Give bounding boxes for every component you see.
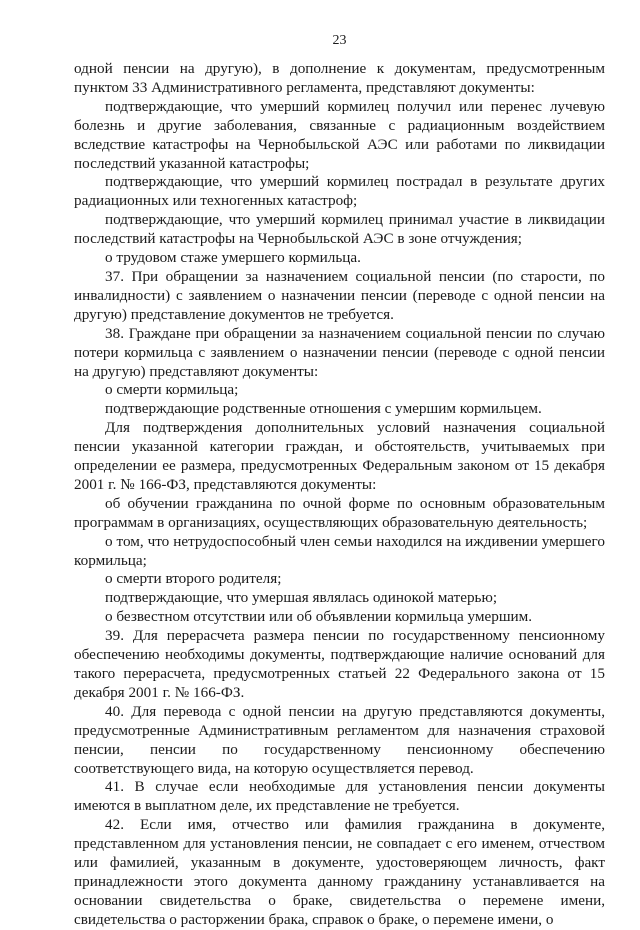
paragraph-radiation-illness: подтверждающие, что умерший кормилец получил или перенес лучевую болезнь и другие заболевания, связанные с радиационным воздействием вследствие катастрофы на Чернобыльской АЭС или работами по ликвидации последствий указанной катастрофы;	[74, 97, 605, 172]
paragraph-missing-person: о безвестном отсутствии или об объявлении кормильца умершим.	[105, 608, 533, 626]
paragraph-item-37: 37. При обращении за назначением социальной пенсии (по старости, по инвалидности) с заявлением о назначении пенсии (переводе с одной пенсии на другую) представление документов не требуется.	[74, 267, 605, 323]
paragraph-item-38: 38. Граждане при обращении за назначением социальной пенсии по случаю потери кормильца с заявлением о назначении пенсии (переводе с одной пенсии на другую) представляют документы:	[74, 324, 605, 380]
paragraph-full-time-education: об обучении гражданина по очной форме по основным образовательным программам в организациях, осуществляющих образовательную деятельность;	[74, 494, 605, 531]
paragraph-other-catastrophes: подтверждающие, что умерший кормилец пострадал в результате других радиационных или техногенных катастроф;	[74, 173, 605, 210]
paragraph-item-39: 39. Для перерасчета размера пенсии по государственному пенсионному обеспечению необходимы документы, подтверждающие наличие оснований для такого перерасчета, предусмотренных статьей 22 Федерального закона от 15 декабря 2001 г. № 166-ФЗ.	[74, 627, 605, 701]
paragraph-second-parent-death: о смерти второго родителя;	[105, 570, 282, 588]
paragraph-item-42: 42. Если имя, отчество или фамилия гражданина в документе, представленном для установления пенсии, не совпадает с его именем, отчеством или фамилией, указанным в документе, удостоверяющем личность, факт принадлежности этого документа данному гражданину устанавливается на основании свидетельства о браке, свидетельства о перемене имени, свидетельства о расторжении брака, справок о браке, о перемене имени, о	[74, 816, 605, 928]
paragraph-liquidation-participation: подтверждающие, что умерший кормилец принимал участие в ликвидации последствий катастрофы на Чернобыльской АЭС в зоне отчуждения;	[74, 211, 605, 248]
paragraph-item-41: 41. В случае если необходимые для установления пенсии документы имеются в выплатном деле, их представление не требуется.	[74, 778, 605, 815]
page-number: 23	[332, 33, 347, 48]
paragraph-additional-conditions: Для подтверждения дополнительных условий назначения социальной пенсии указанной категории граждан, и обстоятельств, учитываемых при определении ее размера, предусмотренных Федеральным законом от 15 декабря 2001 г. № 166-ФЗ, представляются документы:	[74, 419, 605, 493]
paragraph-family-relations: подтверждающие родственные отношения с умершим кормильцем.	[105, 400, 542, 418]
paragraph-death-of-breadwinner: о смерти кормильца;	[105, 381, 239, 399]
paragraph-item-40: 40. Для перевода с одной пенсии на другую представляются документы, предусмотренные Административным регламентом для назначения страховой пенсии, пенсии по государственному пенсионному обеспечению соответствующего вида, на которую осуществляется перевод.	[74, 702, 605, 777]
document-page	[74, 33, 605, 930]
paragraph-dependency: о том, что нетрудоспособный член семьи находился на иждивении умершего кормильца;	[74, 532, 605, 569]
paragraph-continuation: одной пенсии на другую), в дополнение к документам, предусмотренным пунктом 33 Административного регламента, представляют документы:	[74, 60, 605, 96]
paragraph-single-mother: подтверждающие, что умершая являлась одинокой матерью;	[105, 589, 498, 607]
paragraph-work-experience: о трудовом стаже умершего кормильца.	[105, 249, 361, 267]
